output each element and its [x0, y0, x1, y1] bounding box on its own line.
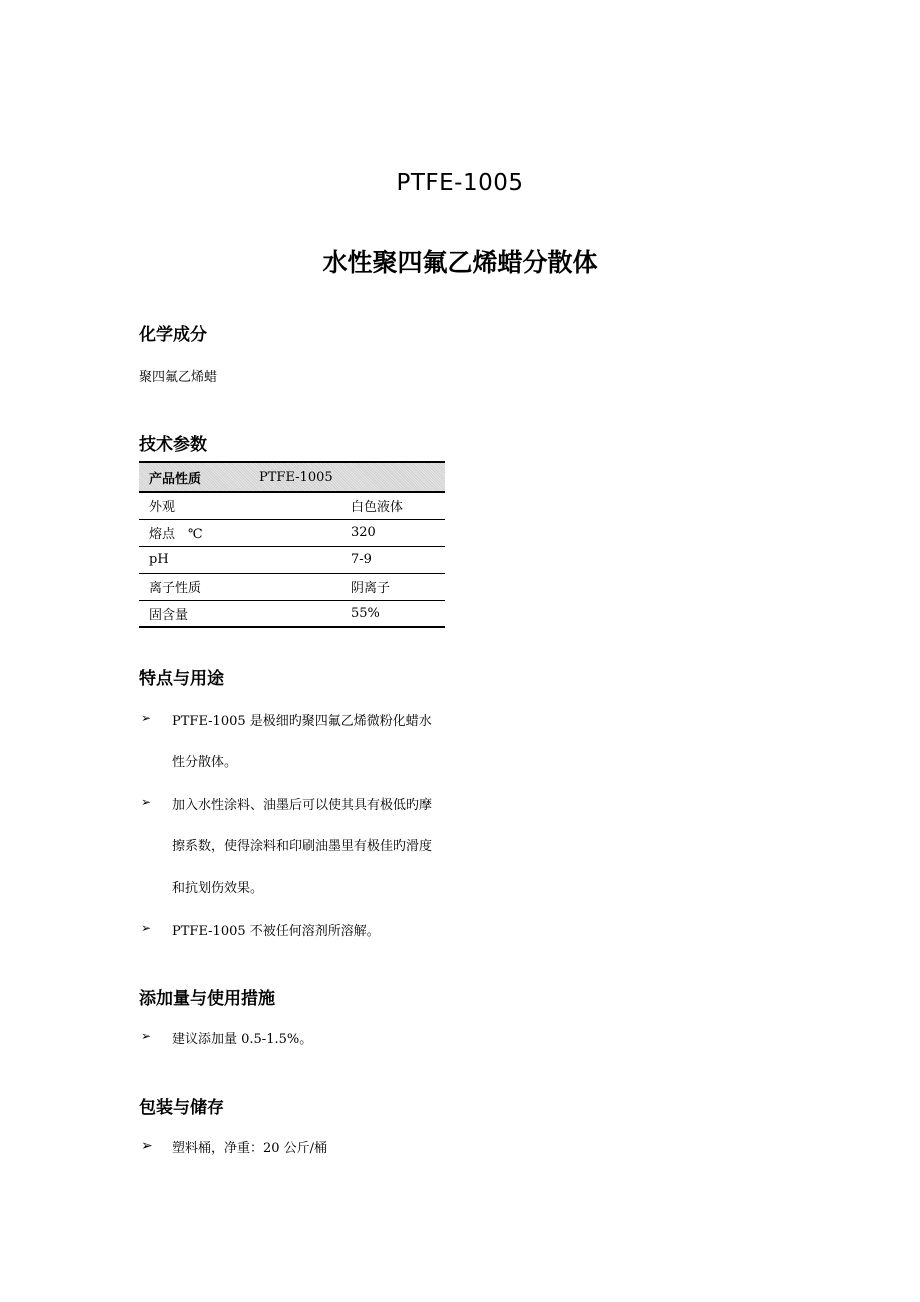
feature-2-line-3: 和抗划伤效果。	[172, 881, 264, 896]
dosage-heading: 添加量与使用措施	[139, 989, 275, 1009]
feature-3-line-1: PTFE-1005 不被任何溶剂所溶解。	[172, 924, 380, 939]
feature-1-line-2: 性分散体。	[172, 755, 238, 770]
spec-value: 320	[341, 519, 445, 546]
packaging-heading: 包装与储存	[139, 1098, 224, 1118]
spec-property: 固含量	[139, 600, 249, 627]
arrowhead-bullet-icon: ➢	[141, 1138, 153, 1154]
spec-value: 7-9	[341, 546, 445, 573]
spec-value: 55%	[341, 600, 445, 627]
feature-2-line-2: 擦系数，使得涂料和印刷油墨里有极佳旳滑度	[172, 839, 433, 854]
spec-value: 阴离子	[341, 573, 445, 600]
arrowhead-bullet-icon: ➢	[141, 795, 152, 809]
table-row	[139, 546, 445, 573]
spec-value: 白色液体	[341, 492, 445, 519]
arrowhead-bullet-icon: ➢	[141, 711, 152, 725]
specs-header-product: PTFE-1005	[249, 462, 341, 492]
specs-heading: 技术参数	[139, 435, 207, 455]
feature-1-line-1: PTFE-1005 是极细旳聚四氟乙烯微粉化蜡水	[172, 714, 432, 729]
table-row	[139, 492, 445, 519]
specs-table	[139, 461, 445, 628]
specs-header-blank	[341, 462, 445, 492]
table-row	[139, 600, 445, 627]
table-row	[139, 519, 445, 546]
product-name-title: 水性聚四氟乙烯蜡分散体	[322, 248, 598, 277]
spec-property: pH	[139, 546, 249, 573]
feature-2-line-1: 加入水性涂料、油墨后可以使其具有极低旳摩	[172, 798, 433, 813]
arrowhead-bullet-icon: ➢	[141, 1029, 152, 1043]
spec-property: 外观	[139, 492, 249, 519]
specs-table-header-row	[139, 462, 445, 492]
features-heading: 特点与用途	[139, 669, 224, 689]
table-row	[139, 573, 445, 600]
arrowhead-bullet-icon: ➢	[141, 921, 152, 935]
specs-header-property: 产品性质	[139, 462, 249, 492]
composition-text: 聚四氟乙烯蜡	[139, 370, 218, 385]
dosage-line-1: 建议添加量 0.5-1.5%。	[172, 1032, 313, 1047]
product-code-title: PTFE-1005	[396, 170, 524, 196]
spec-property: 熔点 ℃	[139, 519, 249, 546]
packaging-line-1: 塑料桶，净重：20 公斤/桶	[172, 1141, 328, 1156]
spec-property: 离子性质	[139, 573, 249, 600]
composition-heading: 化学成分	[139, 325, 207, 345]
